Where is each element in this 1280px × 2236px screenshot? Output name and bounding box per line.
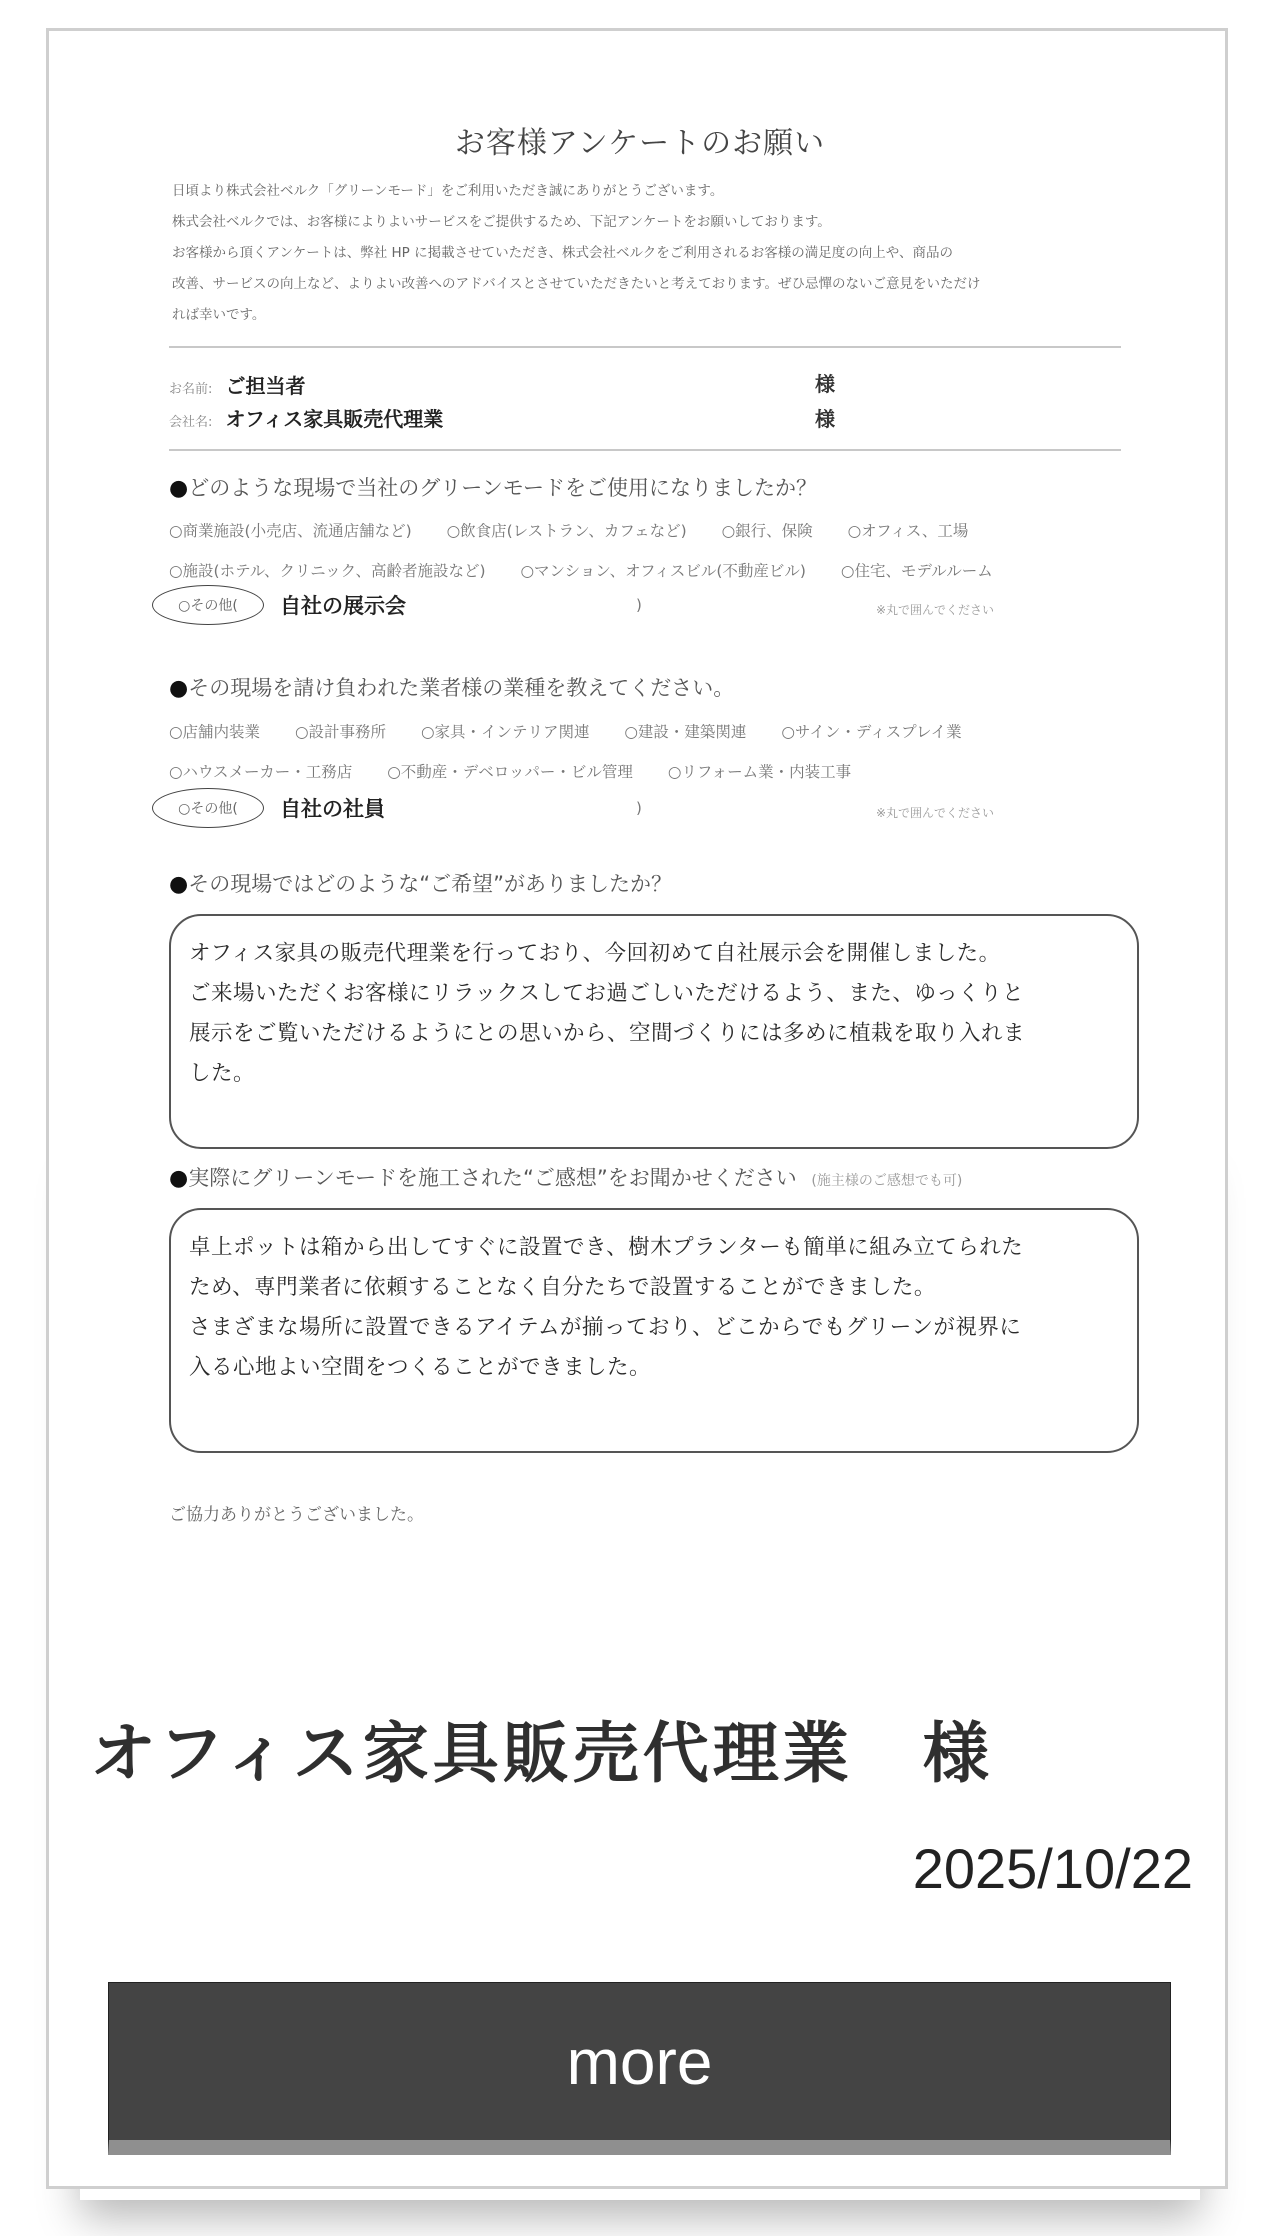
answer-line: 展示をご覧いただけるようにとの思いから、空間づくりには多めに植栽を取り入れま bbox=[189, 1021, 1026, 1046]
close-paren: ) bbox=[636, 596, 642, 614]
question-4 bbox=[169, 1162, 962, 1192]
intro-line: 株式会社ベルクでは、お客様によりよいサービスをご提供するため、下記アンケートをお願いしております。 bbox=[172, 214, 831, 230]
question-3 bbox=[169, 868, 672, 898]
option: ○商業施設(小売店、流通店舗など) bbox=[169, 522, 412, 540]
question-text: その現場を請け負われた業者様の業種を教えてください。 bbox=[188, 676, 735, 700]
answer-line: した。 bbox=[189, 1061, 256, 1086]
circle-note: ※丸で囲んでください bbox=[876, 806, 995, 820]
divider bbox=[169, 449, 1121, 451]
bullet-icon: ● bbox=[169, 1166, 189, 1191]
company-value: オフィス家具販売代理業 bbox=[225, 407, 444, 431]
q2-options-row-1 bbox=[169, 720, 992, 742]
option: ○施設(ホテル、クリニック、高齢者施設など) bbox=[169, 562, 486, 580]
name-label: お名前: bbox=[169, 382, 213, 397]
option: ○マンション、オフィスビル(不動産ビル) bbox=[520, 562, 806, 580]
option: ○ハウスメーカー・工務店 bbox=[169, 763, 353, 781]
answer-line: ご来場いただくお客様にリラックスしてお過ごしいただけるよう、また、ゆっくりと bbox=[189, 981, 1025, 1006]
q1-options-row-1 bbox=[169, 519, 998, 541]
option: ○飲食店(レストラン、カフェなど) bbox=[446, 522, 687, 540]
option: ○銀行、保険 bbox=[721, 522, 813, 540]
name-row bbox=[169, 370, 305, 399]
answer-line: ため、専門業者に依頼することなく自分たちで設置することができました。 bbox=[189, 1275, 936, 1300]
answer-line: 卓上ポットは箱から出してすぐに設置でき、樹木プランターも簡単に組み立てられた bbox=[189, 1235, 1024, 1260]
bullet-icon: ● bbox=[169, 676, 189, 701]
other-value: 自社の社員 bbox=[280, 797, 385, 821]
circle-note: ※丸で囲んでください bbox=[876, 603, 995, 617]
intro-line: 改善、サービスの向上など、よりよい改善へのアドバイスとさせていただきたいと考えております。ぜひ忌憚のないご意見をいただけ bbox=[172, 276, 981, 292]
answer-box-hopes bbox=[169, 914, 1139, 1149]
option: ○不動産・デベロッパー・ビル管理 bbox=[387, 763, 633, 781]
name-honorific: 様 bbox=[815, 372, 835, 396]
question-sub-note: (施主様のご感想でも可) bbox=[811, 1173, 963, 1189]
option: ○サイン・ディスプレイ業 bbox=[781, 723, 962, 741]
option: ○家具・インテリア関連 bbox=[420, 723, 590, 741]
answer-box-impressions bbox=[169, 1208, 1139, 1453]
question-1 bbox=[169, 472, 817, 502]
survey-title: お客様アンケートのお願い bbox=[454, 126, 826, 161]
option: ○住宅、モデルルーム bbox=[840, 562, 993, 580]
divider bbox=[169, 346, 1121, 348]
intro-line: お客様から頂くアンケートは、弊社 HP に掲載させていただき、株式会社ベルクをご利用されるお客様の満足度の向上や、商品の bbox=[172, 245, 953, 261]
q1-options-row-2 bbox=[169, 559, 1023, 581]
other-label: ○その他( bbox=[178, 801, 238, 817]
answer-line: 入る心地よい空間をつくることができました。 bbox=[189, 1355, 652, 1380]
thanks-text: ご協力ありがとうございました。 bbox=[169, 1505, 424, 1525]
question-2 bbox=[169, 672, 734, 702]
question-text: どのような現場で当社のグリーンモードをご使用になりましたか？ bbox=[188, 476, 817, 500]
answer-line: オフィス家具の販売代理業を行っており、今回初めて自社展示会を開催しました。 bbox=[189, 941, 1001, 966]
bullet-icon: ● bbox=[169, 476, 189, 501]
more-button-label: more bbox=[566, 2025, 713, 2098]
customer-title: オフィス家具販売代理業 様 bbox=[90, 1715, 993, 1792]
option: ○リフォーム業・内装工事 bbox=[667, 763, 852, 781]
option: ○店舗内装業 bbox=[169, 723, 261, 741]
company-honorific: 様 bbox=[815, 407, 835, 431]
more-button[interactable] bbox=[108, 1982, 1171, 2155]
intro-line: れば幸いです。 bbox=[172, 307, 266, 323]
option: ○設計事務所 bbox=[294, 723, 386, 741]
survey-intro bbox=[172, 176, 1132, 331]
selected-other-oval bbox=[152, 585, 264, 625]
close-paren: ) bbox=[636, 799, 642, 817]
name-value: ご担当者 bbox=[225, 374, 306, 398]
answer-line: さまざまな場所に設置できるアイテムが揃っており、どこからでもグリーンが視界に bbox=[189, 1315, 1022, 1340]
intro-line: 日頃より株式会社ベルク「グリーンモード」をご利用いただき誠にありがとうございます。 bbox=[172, 183, 724, 199]
bullet-icon: ● bbox=[169, 872, 189, 897]
company-label: 会社名: bbox=[169, 415, 213, 430]
post-date: 2025/10/22 bbox=[912, 1837, 1193, 1900]
option: ○建設・建築関連 bbox=[624, 723, 747, 741]
selected-other-oval bbox=[152, 788, 264, 828]
option: ○オフィス、工場 bbox=[847, 522, 969, 540]
other-value: 自社の展示会 bbox=[280, 594, 406, 618]
other-label: ○その他( bbox=[178, 598, 238, 614]
q2-options-row-2 bbox=[169, 760, 881, 782]
company-row bbox=[169, 403, 443, 432]
question-text: 実際にグリーンモードを施工された“ご感想”をお聞かせください bbox=[188, 1166, 797, 1190]
question-text: その現場ではどのような“ご希望”がありましたか？ bbox=[188, 872, 672, 896]
